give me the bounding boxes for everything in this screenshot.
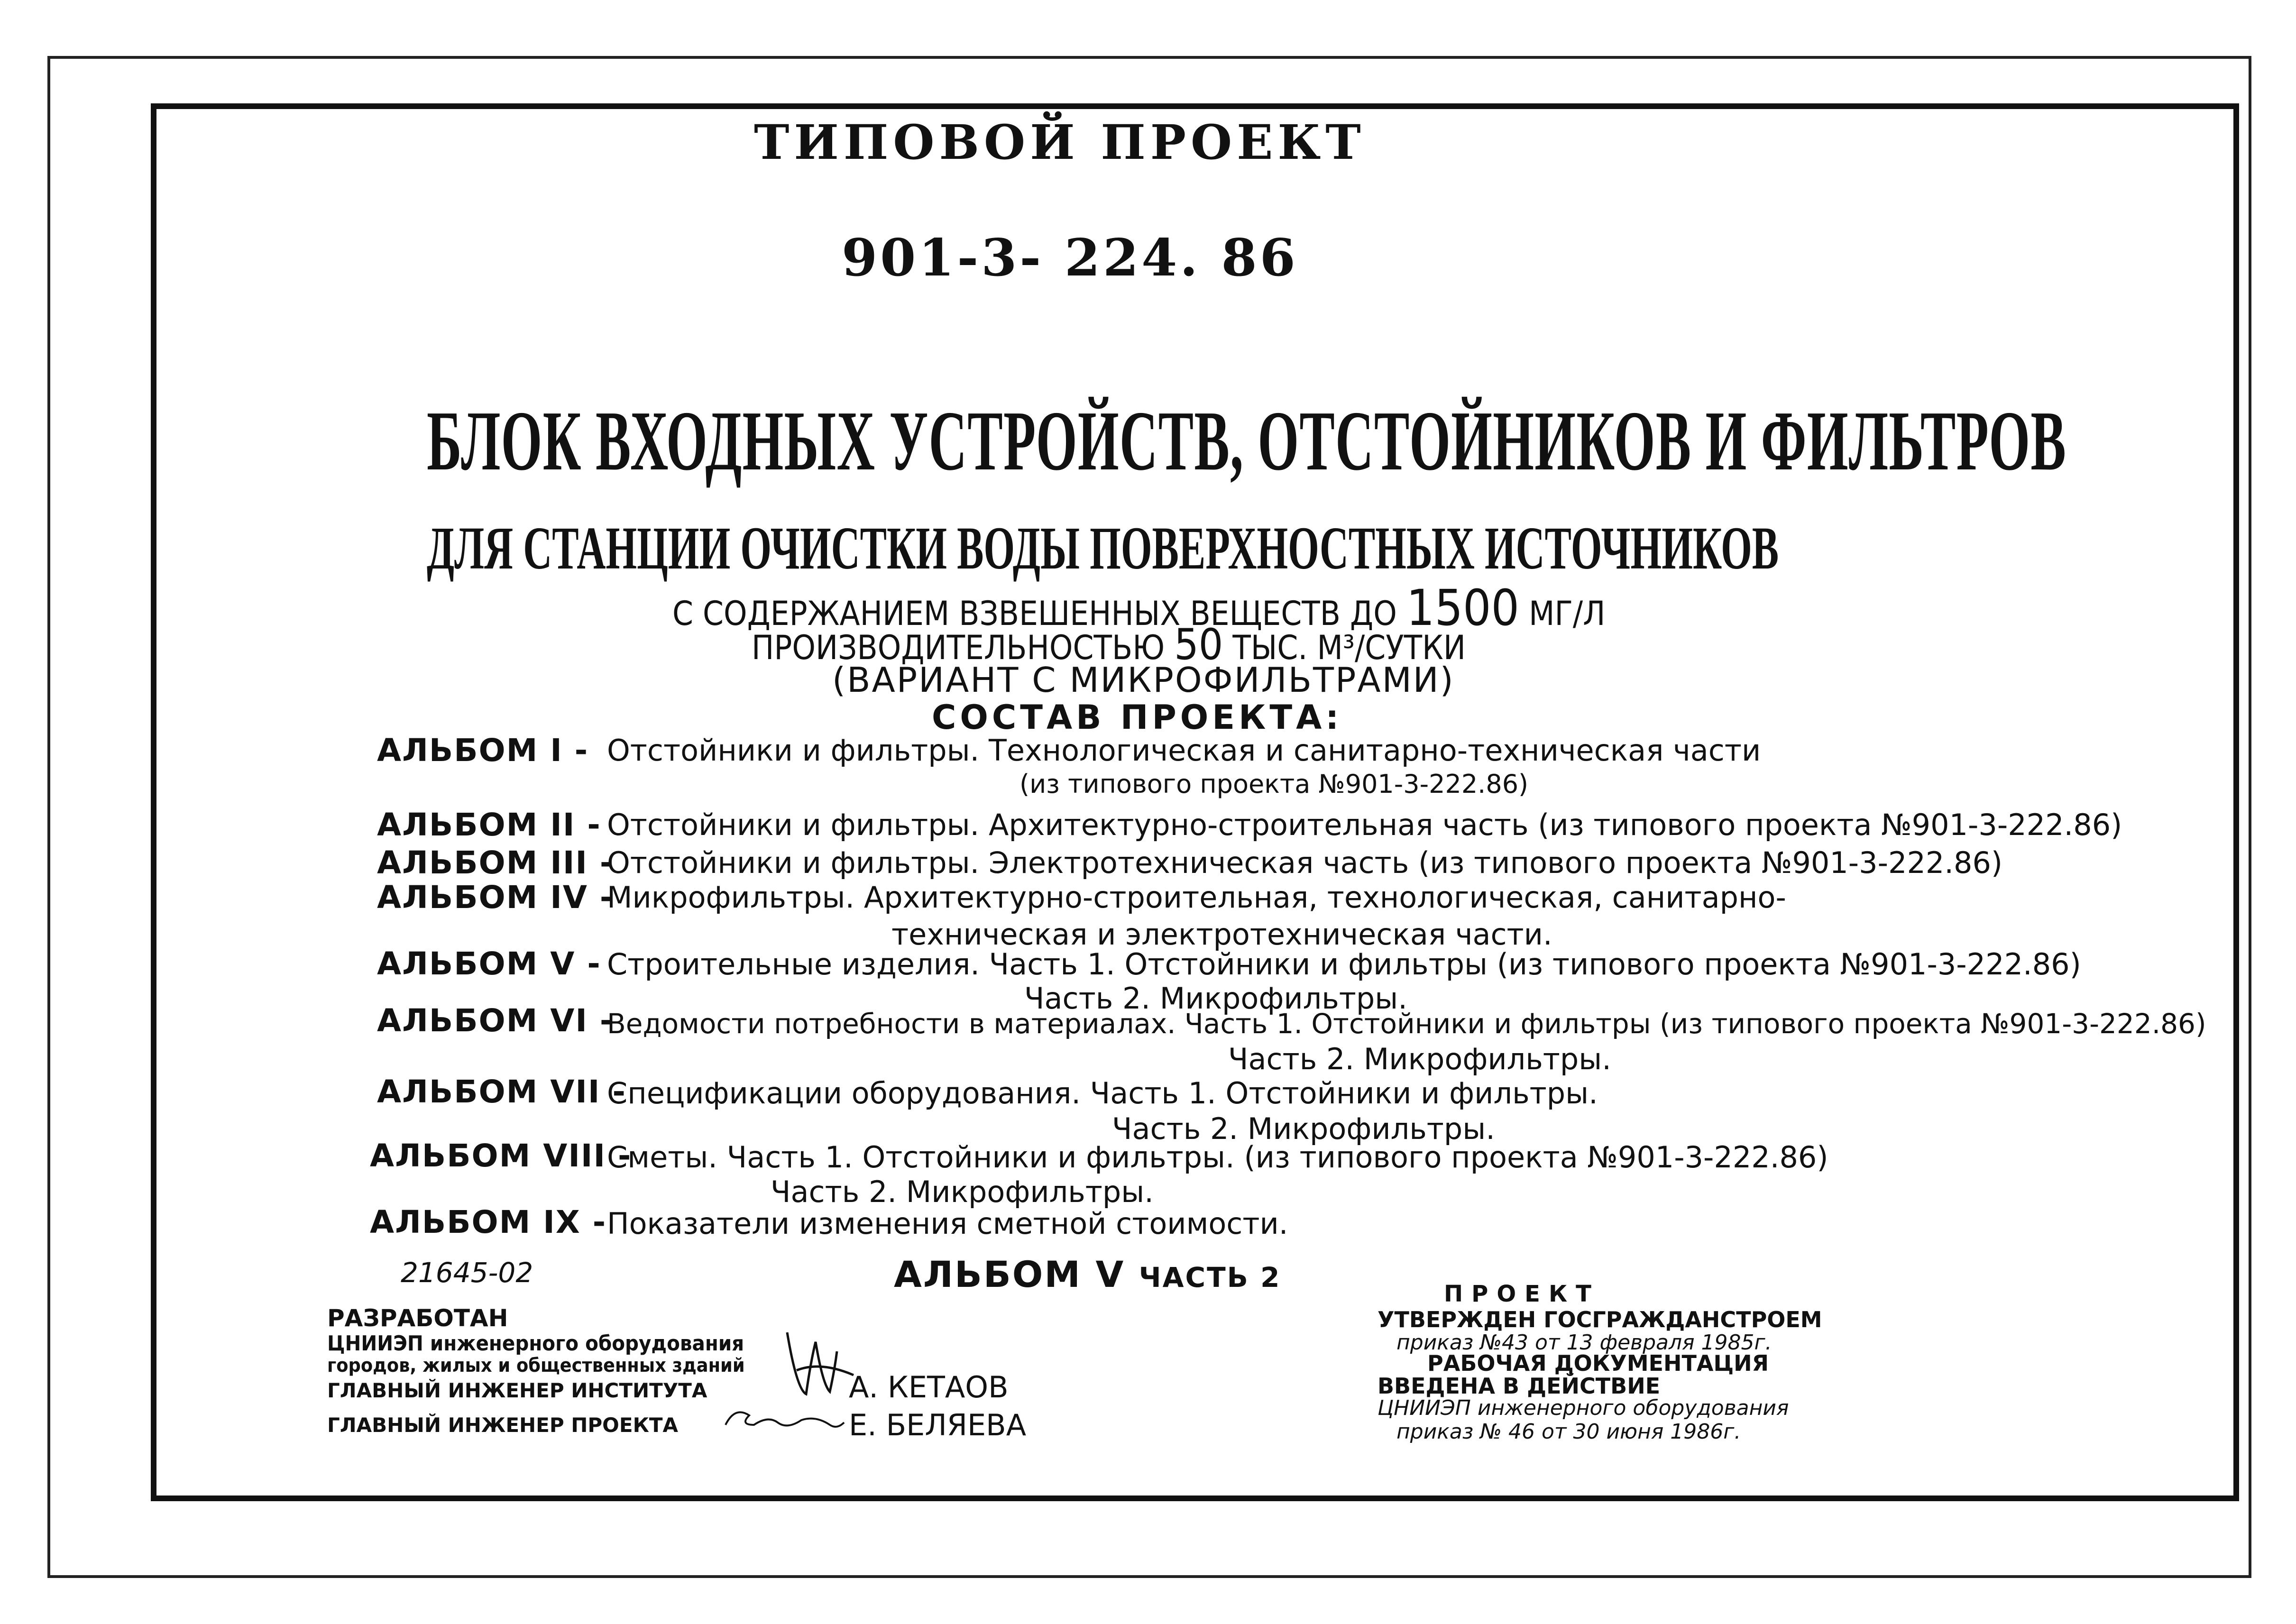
name-ketaov: А. КЕТАОВ: [849, 1370, 1009, 1404]
developer-heading: РАЗРАБОТАН: [327, 1304, 508, 1332]
developer-org-line2: городов, жилых и общественных зданий: [327, 1355, 745, 1376]
album-8-line1: Сметы. Часть 1. Отстойники и фильтры. (из типового проекта №901-3-222.86): [607, 1140, 1828, 1174]
album-9-line1: Показатели изменения сметной стоимости.: [607, 1206, 1288, 1241]
current-part-label: ЧАСТЬ 2: [1139, 1261, 1281, 1294]
album-4-line1: Микрофильтры. Архитектурно-строительная, технологическая, санитарно-: [607, 880, 1786, 915]
inventory-number: 21645-02: [401, 1257, 533, 1289]
main-title: БЛОК ВХОДНЫХ УСТРОЙСТВ, ОТСТОЙНИКОВ И ФИЛЬТРОВ: [427, 394, 2067, 488]
album-label-1: АЛЬБОМ I -: [377, 732, 589, 769]
album-label-5: АЛЬБОМ V -: [377, 945, 601, 982]
album-7-line2: Часть 2. Микрофильтры.: [1112, 1111, 1495, 1146]
album-label-6: АЛЬБОМ VI -: [377, 1002, 614, 1039]
album-label-3: АЛЬБОМ III -: [377, 844, 614, 881]
album-1-line1: Отстойники и фильтры. Технологическая и санитарно-техническая части: [607, 733, 1761, 768]
subtitle: ДЛЯ СТАНЦИИ ОЧИСТКИ ВОДЫ ПОВЕРХНОСТНЫХ ИСТОЧНИКОВ: [427, 514, 1779, 582]
current-album: [894, 1253, 1281, 1295]
approval-line3: РАБОЧАЯ ДОКУМЕНТАЦИЯ: [1427, 1350, 1769, 1376]
signature-belyaeva: [721, 1396, 849, 1444]
album-2-line1: Отстойники и фильтры. Архитектурно-строительная часть (из типового проекта №901-3-222.86): [607, 807, 2122, 842]
project-type-title: ТИПОВОЙ ПРОЕКТ: [754, 114, 1366, 170]
album-1-line2: (из типового проекта №901-3-222.86): [1019, 769, 1529, 799]
approval-line2: приказ №43 от 13 февраля 1985г.: [1396, 1330, 1772, 1355]
variant-line: (ВАРИАНТ С МИКРОФИЛЬТРАМИ): [832, 660, 1455, 700]
capacity-unit: ТЫС. М³/СУТКИ: [1232, 628, 1466, 667]
capacity-value: 50: [1174, 620, 1223, 670]
album-label-4: АЛЬБОМ IV -: [377, 879, 614, 916]
chief-engineer-project: ГЛАВНЫЙ ИНЖЕНЕР ПРОЕКТА: [327, 1413, 679, 1437]
album-label-8: АЛЬБОМ VIII -: [370, 1138, 632, 1174]
album-label-2: АЛЬБОМ II -: [377, 807, 601, 843]
album-label-7: АЛЬБОМ VII -: [377, 1073, 626, 1110]
approval-line4: ВВЕДЕНА В ДЕЙСТВИЕ: [1378, 1373, 1661, 1399]
album-3-line1: Отстойники и фильтры. Электротехническая часть (из типового проекта №901-3-222.86): [607, 845, 2003, 880]
chief-engineer-institute: ГЛАВНЫЙ ИНЖЕНЕР ИНСТИТУТА: [327, 1379, 707, 1402]
approval-line5: ЦНИИЭП инженерного оборудования: [1378, 1396, 1789, 1420]
composition-heading: СОСТАВ ПРОЕКТА:: [932, 698, 1343, 737]
content-value: 1500: [1406, 579, 1520, 637]
content-text: С СОДЕРЖАНИЕМ ВЗВЕШЕННЫХ ВЕЩЕСТВ ДО: [672, 594, 1397, 633]
album-label-9: АЛЬБОМ IX -: [370, 1204, 607, 1240]
album-4-line2: техническая и электротехническая части.: [891, 917, 1552, 952]
approval-heading: ПРОЕКТ: [1444, 1281, 1600, 1307]
signature-ketaov: [778, 1313, 858, 1408]
album-6-line1: Ведомости потребности в материалах. Часть 1. Отстойники и фильтры (из типового проекта №901-3-222.86): [607, 1008, 2206, 1040]
current-album-label: АЛЬБОМ V: [894, 1253, 1125, 1295]
album-8-line2: Часть 2. Микрофильтры.: [771, 1174, 1154, 1209]
album-5-line2: Часть 2. Микрофильтры.: [1024, 981, 1407, 1016]
album-6-line2: Часть 2. Микрофильтры.: [1228, 1042, 1611, 1076]
approval-line1: УТВЕРЖДЕН ГОСГРАЖДАНСТРОЕМ: [1378, 1307, 1822, 1332]
album-5-line1: Строительные изделия. Часть 1. Отстойники и фильтры (из типового проекта №901-3-222.86): [607, 947, 2081, 982]
project-number: 901-3- 224. 86: [842, 228, 1298, 288]
approval-line6: приказ № 46 от 30 июня 1986г.: [1396, 1420, 1741, 1444]
capacity-text: ПРОИЗВОДИТЕЛЬНОСТЬЮ: [752, 628, 1165, 667]
content-unit: МГ/Л: [1529, 594, 1606, 633]
name-belyaeva: Е. БЕЛЯЕВА: [849, 1408, 1027, 1442]
developer-org-line1: ЦНИИЭП инженерного оборудования: [327, 1331, 744, 1356]
album-7-line1: Спецификации оборудования. Часть 1. Отстойники и фильтры.: [607, 1076, 1598, 1110]
